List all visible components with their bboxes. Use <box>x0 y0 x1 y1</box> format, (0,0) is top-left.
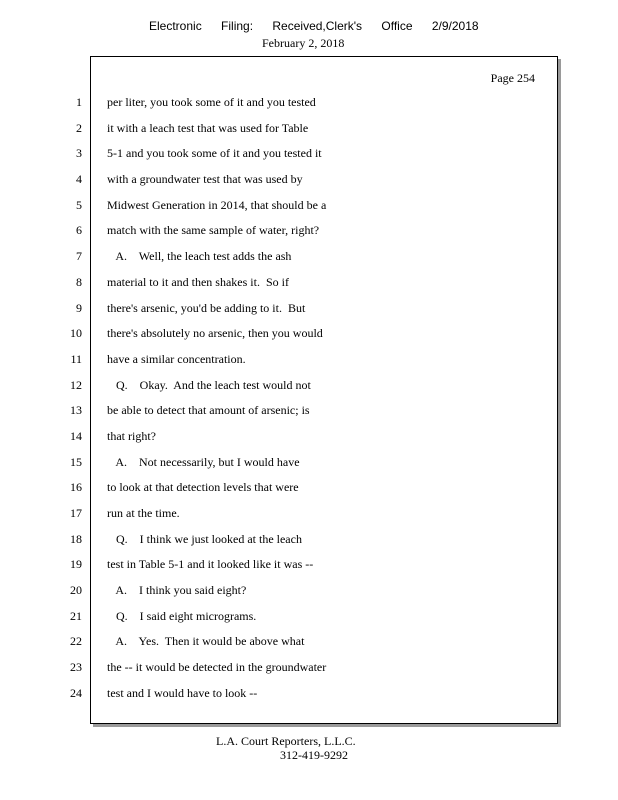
transcript-line: it with a leach test that was used for Table <box>107 120 309 135</box>
line-number: 18 <box>70 531 82 546</box>
line-number: 2 <box>76 120 82 135</box>
line-number: 19 <box>70 557 82 572</box>
line-number: 15 <box>70 454 82 469</box>
filing-stamp <box>149 19 495 33</box>
line-number: 3 <box>76 146 82 161</box>
line-number: 16 <box>70 480 82 495</box>
transcript-line: there's arsenic, you'd be adding to it. But <box>107 300 306 315</box>
transcript-text <box>107 92 547 709</box>
reporter-phone: 312-419-9292 <box>280 748 348 762</box>
transcript-line: Q. Okay. And the leach test would not <box>107 377 311 392</box>
transcript-line: match with the same sample of water, right? <box>107 223 320 238</box>
transcript-line: material to it and then shakes it. So if <box>107 274 289 289</box>
transcript-line: test in Table 5-1 and it looked like it was -- <box>107 557 314 572</box>
line-number: 6 <box>76 223 82 238</box>
transcript-line: A. I think you said eight? <box>107 583 247 598</box>
line-number: 7 <box>76 249 82 264</box>
transcript-line: 5-1 and you took some of it and you tested it <box>107 146 322 161</box>
transcript-line: Q. I think we just looked at the leach <box>107 531 302 546</box>
line-number: 22 <box>70 634 82 649</box>
transcript-line: have a similar concentration. <box>107 351 246 366</box>
line-number: 9 <box>76 300 82 315</box>
transcript-line: to look at that detection levels that were <box>107 480 299 495</box>
line-number: 13 <box>70 403 82 418</box>
line-number: 8 <box>76 274 82 289</box>
line-number: 20 <box>70 583 82 598</box>
transcript-line: Midwest Generation in 2014, that should be a <box>107 197 327 212</box>
transcript-date: February 2, 2018 <box>262 36 345 50</box>
transcript-line: run at the time. <box>107 506 180 520</box>
line-number: 1 <box>76 95 82 109</box>
transcript-line: there's absolutely no arsenic, then you would <box>107 326 323 341</box>
line-number: 24 <box>70 685 82 700</box>
line-number: 11 <box>70 351 82 366</box>
line-number: 12 <box>70 377 82 392</box>
line-number: 23 <box>70 660 82 675</box>
page-number: Page 254 <box>490 71 535 85</box>
filing-date-stamp: 2/9/2018 <box>431 19 479 33</box>
line-number: 14 <box>70 428 82 443</box>
transcript-line: with a groundwater test that was used by <box>107 172 303 187</box>
transcript-line: A. Yes. Then it would be above what <box>107 634 305 649</box>
filing-word-filing: Filing: <box>221 19 254 33</box>
line-number-column <box>0 92 82 709</box>
line-number: 17 <box>70 506 82 520</box>
transcript-line: Q. I said eight micrograms. <box>107 608 257 623</box>
filing-word-office: Office <box>381 19 413 33</box>
line-number: 21 <box>70 608 82 623</box>
transcript-line: that right? <box>107 428 156 443</box>
filing-word-electronic: Electronic <box>149 19 202 33</box>
transcript-line: per liter, you took some of it and you tested <box>107 95 316 109</box>
line-number: 5 <box>76 197 82 212</box>
line-number: 10 <box>70 326 82 341</box>
filing-word-received: Received,Clerk's <box>272 19 363 33</box>
transcript-line: the -- it would be detected in the groundwater <box>107 660 327 675</box>
transcript-line: test and I would have to look -- <box>107 685 258 700</box>
transcript-line: be able to detect that amount of arsenic; is <box>107 403 310 418</box>
transcript-line: A. Not necessarily, but I would have <box>107 454 300 469</box>
transcript-line: A. Well, the leach test adds the ash <box>107 249 292 264</box>
line-number: 4 <box>76 172 82 187</box>
reporter-company: L.A. Court Reporters, L.L.C. <box>216 734 356 748</box>
